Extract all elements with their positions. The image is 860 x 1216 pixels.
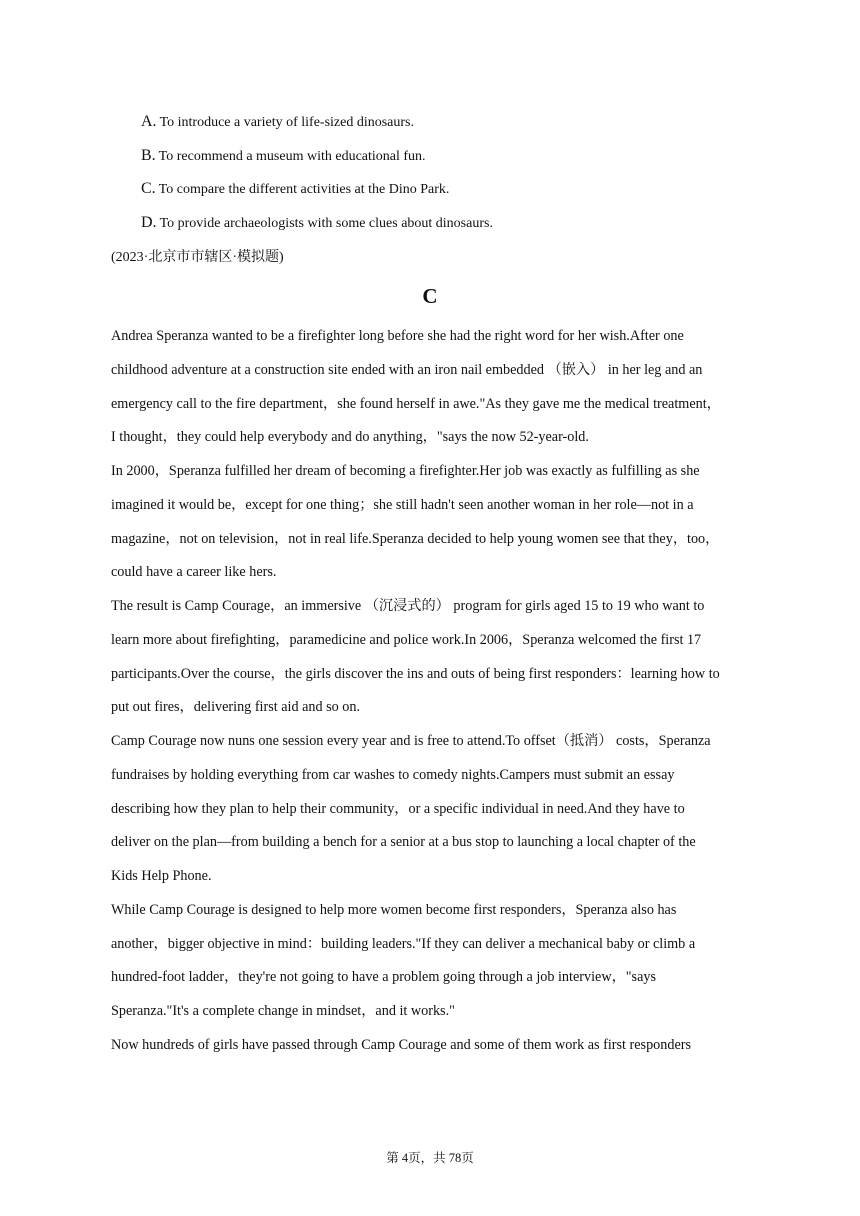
option-b: [141, 145, 493, 179]
article-line: another，bigger objective in mind：building leaders."If they can deliver a mechanical baby or climb a: [111, 935, 696, 952]
option-text: To provide archaeologists with some clues about dinosaurs.: [159, 215, 493, 231]
article-line: hundred-foot ladder，they're not going to have a problem going through a job interview，"says: [111, 969, 656, 986]
article-line: Kids Help Phone.: [111, 868, 212, 884]
article-line: The result is Camp Courage，an immersive （沉浸式的） program for girls aged 15 to 19 who want to: [111, 598, 705, 614]
article-line: imagined it would be，except for one thing；she still hadn't seen another woman in her role—not in a: [111, 496, 694, 513]
option-d: [141, 212, 493, 246]
section-title: C: [422, 284, 438, 308]
article-line: emergency call to the fire department，she found herself in awe."As they gave me the medical treatment，: [111, 395, 721, 412]
article-line: Now hundreds of girls have passed through Camp Courage and some of them work as first responders: [111, 1036, 691, 1053]
option-letter: B.: [141, 146, 156, 164]
article-line: learn more about firefighting，paramedicine and police work.In 2006，Speranza welcomed the first 17: [111, 631, 702, 648]
article-line: magazine，not on television，not in real life.Speranza decided to help young women see that they，too，: [111, 530, 720, 547]
article-line: Andrea Speranza wanted to be a firefighter long before she had the right word for her wish.After one: [111, 328, 684, 344]
option-a: [141, 111, 493, 145]
article-line: could have a career like hers.: [111, 564, 277, 581]
option-c: [141, 178, 493, 212]
article-line: childhood adventure at a construction site ended with an iron nail embedded （嵌入） in her leg and an: [111, 361, 703, 378]
article-line: In 2000，Speranza fulfilled her dream of becoming a firefighter.Her job was exactly as fulfilling as she: [111, 463, 700, 479]
option-letter: D.: [141, 213, 157, 231]
article-line: put out fires，delivering first aid and so on.: [111, 699, 361, 716]
option-text: To compare the different activities at the Dino Park.: [158, 182, 450, 198]
article-line: While Camp Courage is designed to help more women become first responders，Speranza also has: [111, 901, 677, 918]
article-line: Camp Courage now nuns one session every year and is free to attend.To offset（抵消） costs，Speranza: [111, 733, 711, 749]
article-line: I thought，they could help everybody and do anything，"says the now 52-year-old.: [111, 429, 589, 446]
article-line: deliver on the plan—from building a bench for a senior at a bus stop to launching a local chapter of the: [111, 834, 696, 851]
article-line: participants.Over the course，the girls discover the ins and outs of being first responders：learning how to: [111, 665, 720, 682]
option-text: To recommend a museum with educational fun.: [158, 148, 426, 164]
answer-options: [141, 111, 493, 245]
article-body: [111, 325, 751, 1068]
page-footer: 第 4页，共 78页: [386, 1151, 474, 1165]
option-letter: C.: [141, 180, 156, 198]
article-line: Speranza."It's a complete change in mindset，and it works.": [111, 1003, 455, 1019]
option-letter: A.: [141, 113, 157, 130]
article-line: fundraises by holding everything from car washes to comedy nights.Campers must submit an essay: [111, 766, 675, 783]
article-line: describing how they plan to help their community，or a specific individual in need.And they have to: [111, 800, 685, 817]
source-note: (2023·北京市市辖区·模拟题): [111, 250, 284, 265]
option-text: To introduce a variety of life-sized dinosaurs.: [159, 115, 414, 130]
